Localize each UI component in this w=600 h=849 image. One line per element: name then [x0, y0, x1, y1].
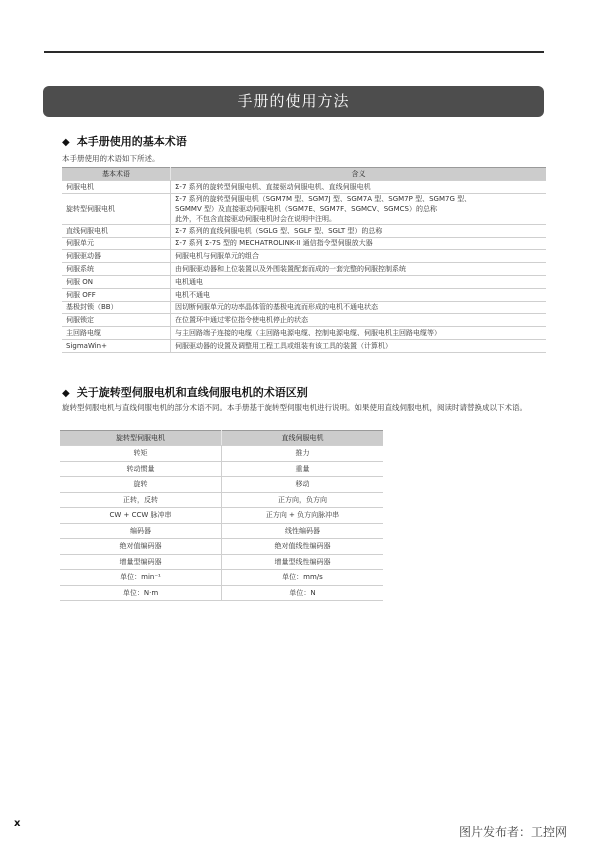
linear-term-cell: 移动: [222, 477, 384, 493]
term-cell: 伺服 OFF: [62, 288, 171, 301]
definition-cell: 在位置环中通过零位指令使电机停止的状态: [171, 314, 547, 327]
section-title: 关于旋转型伺服电机和直线伺服电机的术语区别: [76, 386, 308, 399]
header-linear: 直线伺服电机: [222, 431, 384, 446]
definition-cell: 由伺服驱动器和上位装置以及外围装置配套而成的一套完整的伺服控制系统: [171, 263, 547, 276]
definition-cell: 伺服驱动器的设置及调整用工程工具或组装有该工具的装置（计算机）: [171, 339, 547, 352]
table-row: [62, 237, 546, 250]
definition-cell: Σ-7 系列的旋转型伺服电机、直接驱动伺服电机、直线伺服电机: [171, 181, 547, 194]
section-title: 本手册使用的基本术语: [76, 135, 187, 148]
rotary-term-cell: 转动惯量: [60, 461, 222, 477]
header-rotary: 旋转型伺服电机: [60, 431, 222, 446]
definition-cell: 因切断伺服单元的功率晶体管的基极电流而形成的电机不通电状态: [171, 301, 547, 314]
definition-cell: 电机通电: [171, 275, 547, 288]
term-cell: 主回路电缆: [62, 327, 171, 340]
rotary-term-cell: 转矩: [60, 446, 222, 462]
term-cell: 基极封锁（BB）: [62, 301, 171, 314]
table-row: [60, 508, 383, 524]
rotary-term-cell: 绝对值编码器: [60, 539, 222, 555]
table-row: [60, 461, 383, 477]
rotary-term-cell: CW + CCW 脉冲串: [60, 508, 222, 524]
table-row: [60, 570, 383, 586]
table-row: [60, 492, 383, 508]
linear-term-cell: 推力: [222, 446, 384, 462]
linear-term-cell: 单位：mm/s: [222, 570, 384, 586]
term-cell: 伺服 ON: [62, 275, 171, 288]
rotary-term-cell: 正转，反转: [60, 492, 222, 508]
definition-cell: Σ-7 系列的旋转型伺服电机（SGM7M 型、SGM7J 型、SGM7A 型、SGM7P 型、SGM7G 型、 SGMMV 型）及直接驱动伺服电机（SGM7E、SGM7F、SGMCV、SGMCS）的总称 此外，不包含直接驱动伺服电机时会在说明中注明。: [171, 193, 547, 224]
table-row: [62, 224, 546, 237]
table-header-row: [62, 168, 546, 181]
section-intro: 旋转型伺服电机与直线伺服电机的部分术语不同。本手册基于旋转型伺服电机进行说明。如果使用直线伺服电机，阅读时请替换成以下术语。: [62, 403, 527, 412]
rotary-term-cell: 旋转: [60, 477, 222, 493]
table-row: [62, 339, 546, 352]
terminology-comparison-table: [60, 430, 383, 601]
watermark-text: 图片发布者：工控网: [459, 825, 568, 839]
diamond-bullet-icon: ◆: [62, 137, 70, 148]
rotary-term-cell: 单位：N·m: [60, 585, 222, 601]
definition-cell: 伺服电机与伺服单元的组合: [171, 250, 547, 263]
header-meaning: 含义: [171, 168, 547, 181]
table-row: [60, 554, 383, 570]
linear-term-cell: 绝对值线性编码器: [222, 539, 384, 555]
term-cell: 伺服驱动器: [62, 250, 171, 263]
linear-term-cell: 正方向，负方向: [222, 492, 384, 508]
term-cell: 直线伺服电机: [62, 224, 171, 237]
table-row: [62, 301, 546, 314]
section-heading-terms: [62, 133, 187, 149]
term-cell: 伺服系统: [62, 263, 171, 276]
diamond-bullet-icon: ◆: [62, 388, 70, 399]
definition-cell: 与主回路端子连接的电缆（主回路电源电缆、控制电源电缆、伺服电机主回路电缆等）: [171, 327, 547, 340]
table-row: [62, 314, 546, 327]
definition-cell: Σ-7 系列 Σ-7S 型的 MECHATROLINK-II 通信指令型伺服放大器: [171, 237, 547, 250]
basic-terms-table: [62, 167, 546, 353]
top-rule: [44, 51, 544, 53]
table-row: [62, 288, 546, 301]
table-row: [62, 275, 546, 288]
header-term: 基本术语: [62, 168, 171, 181]
term-cell: 旋转型伺服电机: [62, 193, 171, 224]
rotary-term-cell: 增量型编码器: [60, 554, 222, 570]
term-cell: 伺服锁定: [62, 314, 171, 327]
linear-term-cell: 增量型线性编码器: [222, 554, 384, 570]
table-row: [62, 193, 546, 224]
table-row: [60, 585, 383, 601]
page-number: x: [14, 818, 21, 829]
term-cell: 伺服单元: [62, 237, 171, 250]
table-row: [62, 327, 546, 340]
rotary-term-cell: 单位：min⁻¹: [60, 570, 222, 586]
page-title-banner: 手册的使用方法: [43, 86, 544, 117]
table-row: [62, 263, 546, 276]
table-row: [62, 250, 546, 263]
table-row: [60, 523, 383, 539]
term-cell: SigmaWin+: [62, 339, 171, 352]
section-heading-terminology-diff: [62, 384, 308, 400]
linear-term-cell: 重量: [222, 461, 384, 477]
table-row: [60, 539, 383, 555]
linear-term-cell: 单位：N: [222, 585, 384, 601]
table-row: [60, 446, 383, 462]
table-row: [62, 181, 546, 194]
term-cell: 伺服电机: [62, 181, 171, 194]
definition-cell: 电机不通电: [171, 288, 547, 301]
rotary-term-cell: 编码器: [60, 523, 222, 539]
linear-term-cell: 正方向 + 负方向脉冲串: [222, 508, 384, 524]
table-header-row: [60, 431, 383, 446]
section-intro: 本手册使用的术语如下所述。: [62, 154, 160, 163]
definition-cell: Σ-7 系列的直线伺服电机（SGLG 型、SGLF 型、SGLT 型）的总称: [171, 224, 547, 237]
linear-term-cell: 线性编码器: [222, 523, 384, 539]
table-row: [60, 477, 383, 493]
